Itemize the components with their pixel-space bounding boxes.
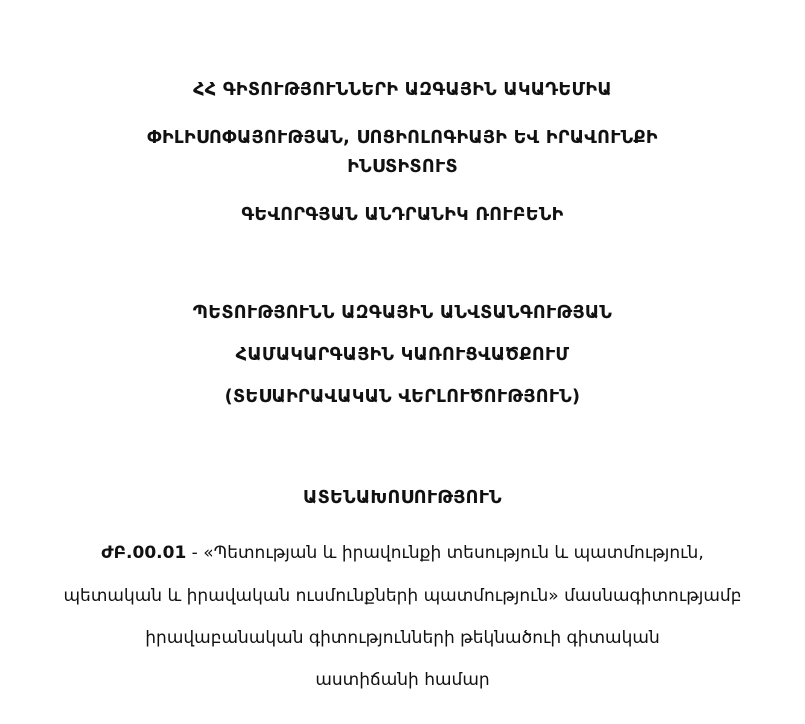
institute-name-line-2: ԻՆՍՏԻՏՈՒՏ	[347, 157, 458, 177]
academy-name: ՀՀ ԳԻՏՈՒԹՅՈՒՆՆԵՐԻ ԱԶԳԱՅԻՆ ԱԿԱԴԵՄԻԱ	[193, 80, 612, 100]
institute-name-line-1: ՓԻԼԻՍՈՓԱՅՈՒԹՅԱՆ, ՍՈՑԻՈԼՈԳԻԱՅԻ ԵՎ ԻՐԱՎՈՒՆՔԻ	[147, 128, 658, 148]
specialty-line-3: իրավաբանական գիտությունների թեկնածուի գիտական	[145, 628, 660, 648]
dissertation-title-line-2: ՀԱՄԱԿԱՐԳԱՅԻՆ ԿԱՌՈՒՑՎԱԾՔՈՒՄ	[235, 345, 570, 365]
specialty-line-1-text: - «Պետության և իրավունքի տեսություն և պատմություն,	[186, 543, 704, 563]
specialty-line-1	[0, 543, 805, 563]
specialty-code: ԺԲ.00.01	[101, 543, 187, 563]
dissertation-title-line-3: (ՏԵՍԱԻՐԱՎԱԿԱՆ ՎԵՐԼՈՒԾՈՒԹՅՈՒՆ)	[224, 387, 581, 407]
specialty-line-2: պետական և իրավական ուսմունքների պատմություն» մասնագիտությամբ	[63, 586, 742, 606]
author-name: ԳԵՎՈՐԳՅԱՆ ԱՆԴՐԱՆԻԿ ՌՈՒԲԵՆԻ	[241, 205, 564, 225]
dissertation-title-line-1: ՊԵՏՈՒԹՅՈՒՆՆ ԱԶԳԱՅԻՆ ԱՆՎՏԱՆԳՈՒԹՅԱՆ	[192, 303, 613, 323]
document-type: ԱՏԵՆԱԽՈՍՈՒԹՅՈՒՆ	[303, 488, 502, 508]
specialty-line-4: աստիճանի համար	[315, 670, 490, 690]
